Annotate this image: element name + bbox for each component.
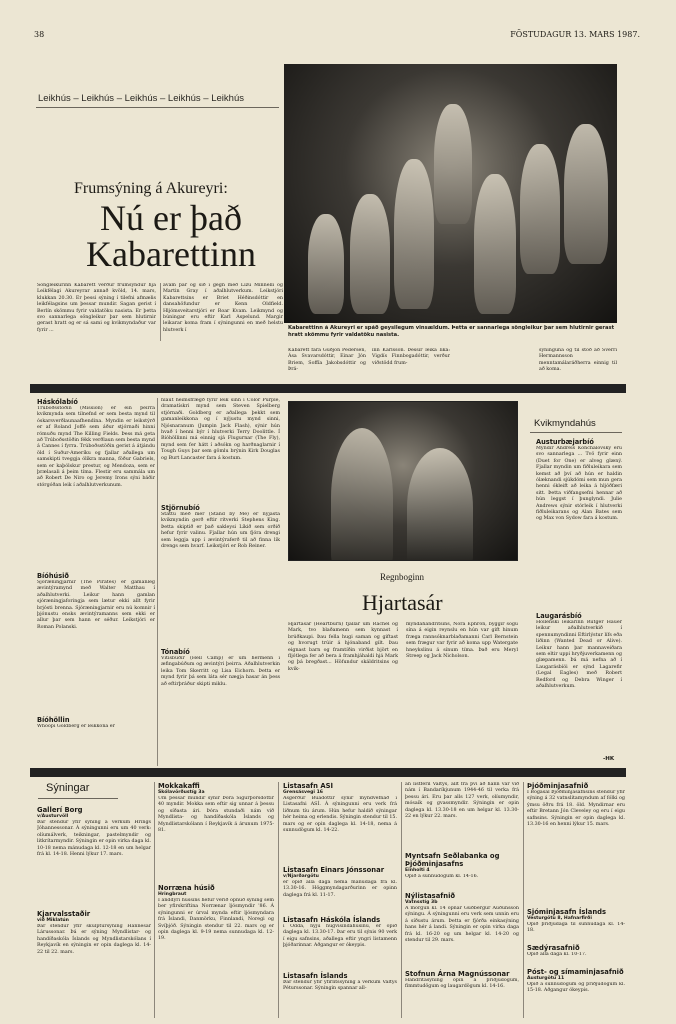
- exhibit-title-sjominjasafn: Sjóminjasafn Íslands: [527, 908, 607, 916]
- exhibit-text-myntsafn: Opið á sunnudögum kl. 14-16.: [405, 874, 479, 879]
- exhibitions-col-divider: [278, 782, 279, 1018]
- cinema-heading-biohusid: Bíóhúsið: [37, 572, 69, 580]
- exhibit-sub-listasafn-asi: Grensásvegi 16: [283, 790, 323, 795]
- exhibit-text-listasafn-haskola: í Odda, nýju hugvísindahúsinu, er opið daglega kl. 13.30-17. Þar eru til sýnis 90 verk í eigu safnsins, aðallega eftir yngri listamenn þjóðarinnar. Aðgangur er ókeypis.: [283, 924, 397, 949]
- exhibit-text-listasafn-islands-cont: an listferil Valtýs, allt frá því að hann var við nám í Bandaríkjunum 1944-46 til verka frá þessu ári. Eru þar alls 127 verk, olíumyndir, mósaík og gvassmyndir. Sýningin er opin daglega kl. 13.30-18 en um helgar kl. 13.30-22 en lýkur 22. mars.: [405, 782, 519, 820]
- cinema-text-tonabio: Vítisbúðir (Hell Camp) er um hermenn í æfingabúðum og ævintýri þeirra. Aðalhlutverkin leika Tom Skerritt og Lisa Eichorn. Þetta er mynd fyrir þá sem láta sér nægja hasar án þess að eftirþráður skipti miklu.: [161, 656, 280, 687]
- exhibit-sub-nylistasafnid: Vatnsstíg 3b: [405, 900, 438, 905]
- exhibit-sub-norraena-husid: Hringbraut: [158, 892, 187, 897]
- cinema-heading-haskolabio: Háskólabíó: [37, 398, 78, 406]
- exhibitions-col-1: [37, 806, 151, 1016]
- exhibit-title-norraena-husid: Norræna húsið: [158, 884, 215, 892]
- exhibit-text-norraena-husid: Í anddyri hússins hefur verið opnuð sýning sem ber yfirskriftina Norrænar ljósmyndir '86. Á sýningunni er úrval mynda eftir ljósmyndara frá Íslandi, Danmörku, Finnlandi, Noregi og Svíþjóð. Sýningin stendur til 22. mars og er opin daglega kl. 9-19 nema sunnudaga kl. 12-19.: [158, 898, 274, 942]
- exhibitions-col-divider: [154, 782, 155, 1018]
- exhibitions-col-4: [405, 782, 519, 1018]
- cinema-signature: -HK: [603, 756, 615, 762]
- headline-line-1: Nú er það: [100, 198, 242, 238]
- headline-line-2: Kabarettinn: [86, 234, 256, 274]
- exhibit-title-mokkakaffi: Mokkakaffi: [158, 782, 200, 790]
- exhibit-text-listasafn-einars: er opið alla daga nema mánudaga frá kl. 13.30-16. Höggmyndagarðurinn er opinn daglega frá kl. 11-17.: [283, 880, 397, 898]
- section-divider-bar: [30, 384, 626, 393]
- cinema-tag-underline: [530, 432, 622, 433]
- exhibit-title-listasafn-einars: Listasafn Einars Jónssonar: [283, 866, 385, 874]
- exhibit-sub-kjarvalsstadir: við Miklatún: [37, 918, 69, 923]
- page-date: FÖSTUDAGUR 13. MARS 1987.: [510, 30, 640, 39]
- exhibit-sub-listasafn-einars: v/Njarðargötu: [283, 874, 319, 879]
- exhibitions-title-underline: [38, 798, 118, 799]
- cinema-section-tag: Kvikmyndahús: [534, 418, 596, 429]
- dancer-figure: [308, 214, 344, 314]
- exhibit-title-post-og-sima: Póst- og símaminjasafnið: [527, 968, 624, 976]
- exhibit-text-post-og-sima: Opið á sunnudögum og þriðjudögum kl. 15-18. Aðgangur ókeypis.: [527, 982, 625, 994]
- dancer-figure: [564, 124, 608, 264]
- dancer-figure: [434, 104, 472, 224]
- dancer-figure: [394, 159, 434, 309]
- cinema-text-stjornubio: Stattu með mér (Stand by Me) er nýjasta kvikmyndin gerð eftir ritverki Stephens King. Þetta skiptið er það sakleysi Líkið sem orðið hefur fyrir valinu. Fjallar hún um fjóra drengi sem leggja upp í ævintýraferð til að finna lík drengs sem hvarf. Leikstjóri er Rob Reiner.: [161, 512, 280, 550]
- cinema-col-divider: [157, 398, 158, 766]
- theatre-col-2: ávam þar og síð í gegn með Lizu Minnelli og Martin Gray í aðalhlutverkum. Leikstjóri Kabarettsins er Briet Héðinsdóttir en dansahöfundur er Kenn Oldfield. Hljómsveitarstjóri er Roar Kvam. Leikmynd og búningar eru eftir Karl Aspelund. Margir leikarar koma fram í sýningunni en með helstu hlutverk í: [163, 283, 283, 333]
- woman-figure: [407, 448, 473, 561]
- cinema-heading-stjornubio: Stjörnubíó: [161, 504, 200, 512]
- cinema-heading-tonabio: Tónabíó: [161, 648, 190, 656]
- theatre-col-1: Söngleikurinn Kabarett verður frumsýndur hjá Leikfélagi Akureyrar annað kvöld, 14. mars, klukkan 20.30. Er þessi sýning í tilefni afmælis leikfélagsins um þessar mundir. Sagan gerist í Berlín skömmu fyrir valdatöku nasista. Er þetta svo sannarlega söngleikur þar sem hlutirnir gerast hratt og er sá sami og kvikmyndaður var fyrir ...: [37, 283, 156, 333]
- theatre-tag-underline: [36, 107, 279, 108]
- exhibit-title-listasafn-islands: Listasafn Íslands: [283, 972, 348, 980]
- exhibit-sub-myntsafn: Einholti 4: [405, 868, 430, 873]
- hjartasar-photo: [288, 401, 518, 561]
- kabarett-photo: [284, 64, 617, 323]
- exhibit-sub-gallery-borg: v/Austurvöll: [37, 814, 69, 819]
- dancer-figure: [520, 144, 560, 274]
- exhibit-text-thjodminjasafnid: Í Bogasal Þjóðminjasafnsins stendur yfir sýning á 32 vatnslitamyndum af fólki og ýmsu öðru frá 18. öld. Myndirnar eru eftir Bretann Jón Cleveley og eru í eigu safnsins. Sýningin er opin daglega kl. 13.30-16 en henni lýkur 15. mars.: [527, 790, 625, 828]
- page-number: 38: [34, 30, 45, 39]
- cinema-heading-austurbaejarbio: Austurbæjarbíó: [536, 438, 594, 446]
- exhibit-text-saedyrasafnid: Opið alla daga kl. 10-17.: [527, 952, 587, 957]
- exhibit-text-stofnun-arna: Handritasýning opin á þriðjudögum, fimmtudögum og laugardögum kl. 14-16.: [405, 978, 519, 990]
- hjartasar-title: Hjartasár: [362, 590, 443, 615]
- exhibitions-col-3: [283, 782, 397, 1018]
- cinema-text-biohollin-cont: hlaut heimsfrægð fyrir leik sinn í Color Purple, dramatískri mynd sem Steven Spielberg stjórnaði. Goldberg er aðallega þekkt sem gamanleikkona og í nýjustu mynd sinni, Njósnaranum (Jumpin Jack Flash), sýnir hún hvað í henni býr í hlutverki Terry Doolittle. Í Bíóhöllinni má einnig sjá Flugurnar (The Fly), mynd sem fer hátt í aðsókn og harðnaglarnir í Tough Guys þar sem gömlu brýnin Kirk Douglas og Burt Lancaster fara á kostum.: [161, 398, 280, 461]
- exhibit-text-sjominjasafn: Opið þriðjudaga til sunnudaga kl. 14-18.: [527, 922, 625, 934]
- section-divider-bar: [30, 768, 626, 777]
- exhibit-title-listasafn-haskola: Listasafn Háskóla Íslands: [283, 916, 381, 924]
- cinema-text-biohusid: Sjóræningjarnir (The Pirates) er gamanleg ævintýramynd með Walter Matthau í aðalhlutverki. Leikur hann gamlan sjóræningjaforingja sem lætur ekki allt fyrir brjósti brenna. Sjóræningjarnir eru nú komnir í þjónustu ensks ævintýramanns sem ekki er allur þar sem hann er séður. Leikstjóri er Roman Polanski.: [37, 580, 155, 630]
- exhibit-title-nylistasafnid: Nýlistasafnið: [405, 892, 456, 900]
- kabarett-photo-caption: Kabarettinn á Akureyri er spáð geysilegum vinsældum. Þetta er sannarlega söngleikur þar sem hlutirnir gerast hratt skömmu fyrir valdatöku nasista.: [288, 325, 615, 338]
- exhibitions-col-divider: [523, 782, 524, 1018]
- cinema-mid-col: [161, 398, 280, 766]
- exhibit-sub-mokkakaffi: Skólavörðustíg 3a: [158, 790, 205, 795]
- cinema-right-col: [536, 438, 622, 758]
- man-figure: [331, 428, 393, 561]
- cinema-text-laugarasbio: Hollenski leikarinn Rutger Hauer leikur aðalhlutverkið í spennumyndinni Eftirlýstur lífs eða liðinn (Wanted Dead or Alive). Leikur hann þar mannaveiðara sem eltir uppi hryðjuverkamenn og glæpamenn. Þá má nefna að í Laugarásbíói er sýnd Lagarefir (Legal Eagles) með Robert Redford og Debra Winger í aðalhlutverkum.: [536, 620, 622, 690]
- exhibit-text-mokkakaffi: Um þessar mundir sýnir Þóra Sigurþórsdóttir 40 myndir. Mokka sem eftir sig unnar á þessu og síðasta ári. Þóra stundaði nám við Myndlista- og handíðaskóla Íslands og Myndlistarskólann í Reykjavík á árunum 1975-81.: [158, 796, 274, 834]
- exhibitions-col-divider: [401, 782, 402, 1018]
- theatre-col-4: inn Karlsson. Þessir leika líka: Vigdís Finnbogadóttir, verður viðstödd frum-: [372, 348, 450, 366]
- hjartasar-kicker: Regnboginn: [380, 572, 424, 582]
- dancer-figure: [474, 174, 516, 314]
- cinema-text-biohollin: Whoopi Goldberg er leikkona er: [37, 724, 115, 729]
- exhibit-text-listasafn-islands: Þar stendur yfir yfirlitssýning á verkum Valtýs Péturssonar. Sýningin spannar all-: [283, 980, 397, 992]
- exhibit-title-listasafn-asi: Listasafn ASÍ: [283, 782, 334, 790]
- exhibitions-col-5: [527, 782, 625, 1018]
- exhibit-text-listasafn-asi: Ásgerður Búadóttir sýnir myndvefnað í Listasafni ASÍ. Á sýningunni eru verk frá liðnum tíu árum. Hún hefur haldið sýningar hér heima og erlendis. Sýningin stendur til 15. mars og er opin daglega kl. 14-18, nema á sunnudögum kl. 14-22.: [283, 796, 397, 834]
- cinema-left-col: [37, 398, 155, 766]
- exhibitions-col-2: [158, 782, 274, 1018]
- exhibit-text-kjarvalsstadir: Þar stendur yfir skúlptúrsýning Hannesar Lárussonar. Þá er sýning Myndlistar- og handíðaskóla Íslands og Myndlistarskólans í Reykjavík en sýningin er opin daglega kl. 14-22 til 22. mars.: [37, 924, 151, 955]
- exhibit-title-gallery-borg: Gallerí Borg: [37, 806, 83, 814]
- hjartasar-text-col-2: myndahandritsins, Nora Ephron, byggir sögu sína á eigin reynslu en hún var gift hinum fræga rannsóknarblaðamanni Carl Bernstein sem frægur var fyrir að koma upp Watergate hneykslinu á sínum tíma. Það eru Meryl Streep og Jack Nicholson.: [406, 622, 518, 660]
- exhibit-title-myntsafn: Myntsafn Seðlabanka og Þjóðminjasafns: [405, 852, 500, 868]
- exhibit-text-nylistasafnid: Á morgun kl. 14 opnar Guðbergur Auðunsson sýningu. Á sýningunni eru verk sem unnin eru á síðustu árum. Þetta er fjórða einkasýning hans hér á landi. Sýningin er opin virka daga frá kl. 16-20 og um helgar kl. 14-20 og stendur til 29. mars.: [405, 906, 519, 944]
- cinema-heading-laugarasbio: Laugarásbíó: [536, 612, 582, 620]
- cinema-text-haskolabio: Trúboðsstöðin (Mission) er ein þeirra kvikmynda sem tilnefnd er sem besta mynd til óskarsverðlaunaafhendina. Myndin er leikstýrð er af Roland Joffé sem áður stjórnaði hinni rómuðu mynd The Killing Fields. Þess má geta að Trúboðsstöðin fékk verðlaun sem besta mynd á Cannes í fyrra. Trúboðsstöðin gerist á átjándu öld í Suður-Ameríku og fjallar aðallega um samskipti tveggja ólíkra manna, föður Gabriels, sem er kaþólskur prestur, og Mendoza, sem er þrælasali á þeim tíma. Flestir eru sammála um að Robert De Niro og Jeremy Irons sýni báðir stórgóðan leik í aðalhlutverkunum.: [37, 406, 155, 488]
- exhibitions-title: Sýningar: [46, 782, 90, 794]
- exhibit-title-kjarvalsstadir: Kjarvalsstaðir: [37, 910, 91, 918]
- theatre-headline: [64, 200, 278, 272]
- hjartasar-text-col-1: Hjartasár (Heartburn) fjallar um Rachel og Mark, tvo blaðamenn sem kynnast í brúðkaupi. Þau fella hugi saman og giftast og hvorugt trúir á hjónaband gilt. Þau eignast barn og framtíðin virðist björt en fljótlega fer að bera á framhjáhaldi hjá Mark og þá bregðast... Höfundur skáldritsins og kvik-: [288, 622, 398, 672]
- exhibit-title-saedyrasafnid: Sædýrasafnið: [527, 944, 580, 952]
- theatre-col-3: Kabarett fara Guðjón Pedersen, Ása Svavarsdóttir, Einar Jón Briem, Soffía Jakobsdóttir og Þrá-: [288, 348, 366, 373]
- exhibit-text-gallery-borg: Þar stendur yfir sýning á verkum Hrings Jóhannessonar. Á sýningunni eru um 40 verk: olíumálverk, teikningar, pastelmyndir og litkrítarmyndir. Sýningin er opin virka daga kl. 10-18 nema mánudaga kl. 12-18 en um helgar frá kl. 14-18. Henni lýkur 17. mars.: [37, 820, 151, 858]
- theatre-col-divider: [160, 283, 161, 341]
- exhibit-sub-post-og-sima: Austurgötu 11: [527, 976, 565, 981]
- dancer-figure: [350, 194, 390, 314]
- theatre-section-tag: Leikhús – Leikhús – Leikhús – Leikhús – Leikhús: [38, 93, 244, 104]
- exhibit-sub-sjominjasafn: Vesturgötu 8, Hafnarfirði: [527, 916, 592, 921]
- exhibit-title-stofnun-arna: Stofnun Árna Magnússonar: [405, 970, 510, 978]
- theatre-col-5: sýninguna og til stóð að Sverri Hermannsson menntamálaráðherra einnig til að koma.: [539, 348, 617, 373]
- theatre-kicker: Frumsýning á Akureyri:: [74, 180, 228, 197]
- cinema-heading-biohollin: Bíóhöllin: [37, 716, 70, 724]
- cinema-text-austurbaejarbio: Myndir Andreis Konchalovsky eru svo sannarlega ... Tvö fyrir einn (Duet for One) er alveg glæný. Fjallar myndin um fiðluleikara sem kemst að því að hún er haldin ólæknandi sjúkdómi sem mun gera henni ókleift að leika á hljóðfæri sitt. Þetta viðfangsefni hennar að hún leggst í þunglyndi. Julie Andrews sýnir stórleik í hlutverki fiðluleikarans og Alan Bates sem og Max von Sydow fara á kostum.: [536, 446, 622, 522]
- exhibit-title-thjodminjasafnid: Þjóðminjasafnið: [527, 782, 589, 790]
